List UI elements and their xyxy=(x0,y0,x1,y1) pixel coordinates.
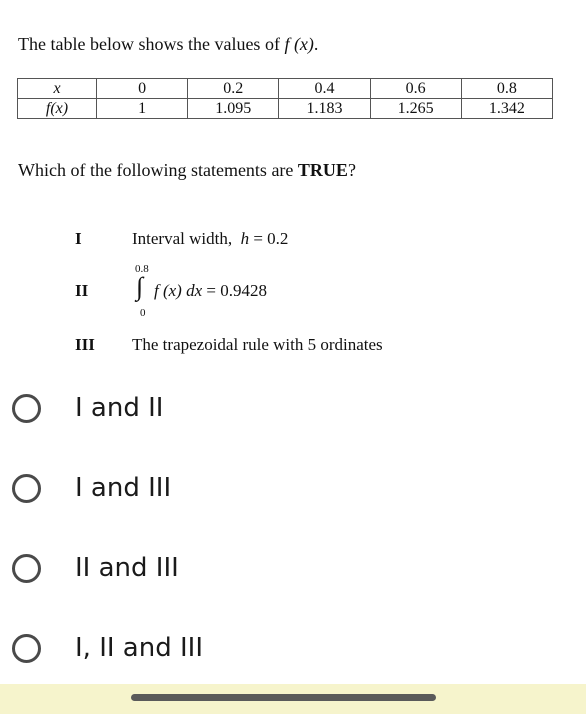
statement-numeral-2: II xyxy=(75,281,89,300)
answer-option-label: II and III xyxy=(75,553,179,583)
answer-option-4[interactable] xyxy=(12,626,412,670)
table-cell: 1.265 xyxy=(370,99,461,119)
table-cell: 1.342 xyxy=(461,99,552,119)
answer-option-label: I and II xyxy=(75,393,164,423)
table-header-fx: f(x) xyxy=(18,99,97,119)
table-cell: 1.183 xyxy=(279,99,370,119)
intro-prefix: The table below shows the values of xyxy=(18,34,280,54)
intro-function: f (x) xyxy=(284,34,314,54)
statement-1 xyxy=(132,229,288,249)
statement-1-variable: h xyxy=(240,229,250,248)
table-cell: 0 xyxy=(97,79,188,99)
statement-2-value: = 0.9428 xyxy=(206,281,267,300)
values-table xyxy=(17,78,553,119)
statement-2 xyxy=(154,281,267,301)
radio-circle-icon[interactable] xyxy=(12,474,41,503)
answer-option-1[interactable] xyxy=(12,386,412,430)
table-row-x xyxy=(18,79,553,99)
table-cell: 0.8 xyxy=(461,79,552,99)
integral-lower-limit: 0 xyxy=(140,307,146,319)
table-cell: 0.6 xyxy=(370,79,461,99)
table-cell: 1 xyxy=(97,99,188,119)
statement-1-value: = 0.2 xyxy=(253,229,289,248)
answer-option-label: I, II and III xyxy=(75,633,203,663)
table-header-x: x xyxy=(18,79,97,99)
statement-1-text: Interval width, xyxy=(132,229,233,248)
table-cell: 0.4 xyxy=(279,79,370,99)
question-text xyxy=(18,160,356,181)
question-end: ? xyxy=(347,160,356,180)
question-prefix: Which of the following statements are xyxy=(18,160,294,180)
intro-end: . xyxy=(313,34,319,54)
question-emphasis: TRUE xyxy=(297,160,348,180)
intro-text xyxy=(18,34,318,55)
integral-sign: ∫ xyxy=(136,272,144,301)
table-row-fx xyxy=(18,99,553,119)
statement-numeral-1: I xyxy=(75,229,82,248)
radio-circle-icon[interactable] xyxy=(12,634,41,663)
radio-circle-icon[interactable] xyxy=(12,554,41,583)
integral-upper-limit: 0.8 xyxy=(135,263,149,275)
home-indicator[interactable] xyxy=(131,694,436,701)
table-cell: 0.2 xyxy=(188,79,279,99)
radio-circle-icon[interactable] xyxy=(12,394,41,423)
statement-3: The trapezoidal rule with 5 ordinates xyxy=(132,335,383,354)
statement-2-integrand: f (x) dx xyxy=(154,281,203,300)
answer-option-3[interactable] xyxy=(12,546,412,590)
table-cell: 1.095 xyxy=(188,99,279,119)
answer-option-2[interactable] xyxy=(12,466,412,510)
statement-numeral-3: III xyxy=(75,335,95,354)
answer-option-label: I and III xyxy=(75,473,172,503)
